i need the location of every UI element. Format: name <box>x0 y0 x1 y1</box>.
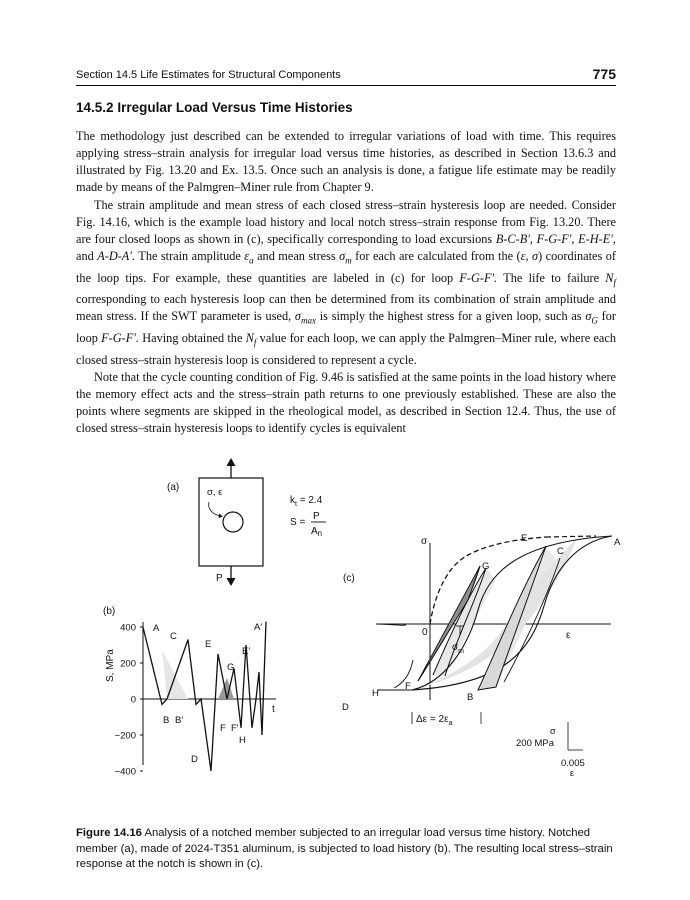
stress-eq-left: S = <box>290 517 306 528</box>
body-text <box>76 128 616 437</box>
panel-c-label: (c) <box>343 573 355 584</box>
strain-axis-label: ε <box>566 630 571 641</box>
text-run: for loop <box>76 309 617 346</box>
point-f: F <box>220 723 226 734</box>
paragraph-3: Note that the cycle counting condition of Fig. 9.46 is satisfied at the same points in the load history where the memory effect acts and the stress–strain path returns to one previously established. These are also the points where segments are skipped in the rheological model, as described in Section 12.4. Thus, the use of closed stress–strain hysteresis loops to identify cycles is equivalent <box>76 369 616 436</box>
c-point-a: A <box>614 537 621 548</box>
figure-caption <box>76 826 621 873</box>
figure-svg <box>76 450 636 810</box>
x-axis-label: t <box>272 704 275 715</box>
figure-14-16 <box>76 450 636 810</box>
math-symbol: N <box>245 331 254 346</box>
text-run: is simply the highest stress for a given loop, such as <box>316 309 586 324</box>
text-run: The strain amplitude <box>135 249 245 264</box>
point-h: H <box>239 735 246 746</box>
c-point-g: G <box>482 561 490 572</box>
c-point-c: C <box>557 546 564 557</box>
point-c: C <box>170 631 177 642</box>
initial-loading-tail <box>546 536 596 537</box>
paragraph-1: The methodology just described can be extended to irregular variations of load with time. This requires applying stress–strain analysis for irregular load versus time histories, as described in Section 13.6.3 and illustrated by Fig. 13.20 and Ex. 13.5. Once such an analysis is done, a fatigue life estimate may be readily made by means of the Palmgren–Miner rule from Chapter 9. <box>76 129 616 195</box>
text-run: The life to failure <box>497 270 606 285</box>
text-run: value for each loop, we can apply the Palmgren–Miner rule, where each closed stress–strain hysteresis loop is considered to represent a cycle. <box>76 331 616 367</box>
c-point-b: B <box>467 692 474 703</box>
panel-b <box>103 606 276 778</box>
text-run: corresponding to each hysteresis loop can then be determined from its combination of strain amplitude and mean stress. If the SWT parameter is used, <box>76 292 616 324</box>
text-run: and <box>76 249 98 264</box>
point-d: D <box>191 754 198 765</box>
frac-numerator: P <box>313 511 320 522</box>
scale-sigma-symbol: σ <box>550 726 556 736</box>
section-heading <box>76 100 353 115</box>
math-subscript: G <box>591 315 598 326</box>
text-run: ) coordinates of the loop tips. For example, these quantities are labeled in (c) for loop <box>76 249 616 285</box>
y-tick-label: 200 <box>120 658 136 670</box>
math-subscript: f <box>253 337 257 348</box>
panel-a <box>167 458 326 586</box>
panel-a-label: (a) <box>167 482 180 493</box>
y-tick-label: −200 <box>114 730 136 742</box>
running-title: Section 14.5 Life Estimates for Structural Components <box>76 69 341 81</box>
y-tick-label: −400 <box>114 766 136 778</box>
point-e-prime: E′ <box>242 646 251 657</box>
text-run: for each are calculated from the ( <box>351 249 521 264</box>
paragraph-2 <box>76 197 616 369</box>
point-b: B <box>163 715 170 726</box>
c-point-e: E <box>521 533 528 544</box>
point-e: E <box>205 639 212 650</box>
math-symbol: ε <box>244 249 250 264</box>
math-symbol: σ <box>294 309 301 324</box>
scale-eps-symbol: ε <box>570 768 575 778</box>
load-p-label: P <box>216 573 223 584</box>
panel-b-label: (b) <box>103 606 116 617</box>
delta-eps-label: $\Delta\varepsilon = 2\varepsilon_a$ <box>416 714 453 727</box>
math-symbol: N <box>605 270 614 285</box>
y-tick-label: 400 <box>120 622 136 634</box>
point-f-prime: F′ <box>231 723 239 734</box>
kt-equation: $k_t = 2.4$ <box>290 495 323 508</box>
c-point-h: H <box>372 688 379 699</box>
math-subscript: max <box>301 315 316 326</box>
point-a: A <box>153 623 160 634</box>
math-symbol: A-D-A′. <box>97 249 136 264</box>
math-subscript: m <box>345 255 352 266</box>
text-run: Having obtained the <box>139 331 246 346</box>
load-y-ticks <box>115 623 143 778</box>
sigma-axis-label: σ <box>421 536 428 547</box>
load-arrow-up-head <box>227 458 236 466</box>
scale-eps-value: 0.005 <box>561 758 585 769</box>
text-run: The strain amplitude and mean stress of each closed stress–strain hysteresis loop are needed. Consider Fig. 14.16, which is the example load history and local notch stress–strain response from Fig. 13.20. There are four closed loops as shown in (c), specifically corresponding to load excursions <box>76 197 616 246</box>
load-arrow-down-head <box>227 578 236 586</box>
scale-sigma-value: 200 MPa <box>516 738 555 749</box>
math-symbol: σ <box>339 249 346 264</box>
math-symbol: F-G-F′. <box>101 331 139 346</box>
math-symbol: F-G-F′. <box>459 270 498 285</box>
sigma-eps-label: σ, ε <box>207 487 223 498</box>
y-axis-label: S, MPa <box>105 649 116 682</box>
notch-hole <box>223 512 243 532</box>
y-tick-label: 0 <box>130 694 136 706</box>
notch-pointer-head <box>219 514 224 519</box>
frac-denominator: $A_n$ <box>311 526 323 538</box>
section-number: 14.5.2 <box>76 100 114 115</box>
c-point-d: D <box>342 702 349 713</box>
panel-c <box>342 533 621 778</box>
point-g: G <box>227 662 235 673</box>
math-subscript: a <box>249 255 254 266</box>
origin-label: 0 <box>422 627 428 638</box>
math-symbol: B-C-B′, F-G-F′, E-H-E′, <box>495 231 616 246</box>
point-a-prime: A′ <box>254 622 263 633</box>
running-head <box>76 67 616 86</box>
sigma-m-label: $\sigma_m$ <box>452 642 465 655</box>
c-point-f: F <box>405 681 411 692</box>
math-symbol: ε, σ <box>520 249 539 264</box>
section-title: Irregular Load Versus Time Histories <box>117 100 353 115</box>
text-run: and mean stress <box>253 249 340 264</box>
caption-label: Figure 14.16 <box>76 827 142 839</box>
page-number: 775 <box>592 66 616 82</box>
math-symbol: σ <box>585 309 592 324</box>
point-b-prime: B′ <box>175 715 184 726</box>
math-subscript: f <box>613 277 616 288</box>
caption-text: Analysis of a notched member subjected to an irregular load versus time history. Notched member (a), made of 2024-T351 aluminum, is subjected to load history (b). The resulting local stress–strain response at the notch is shown in (c). <box>76 827 613 871</box>
